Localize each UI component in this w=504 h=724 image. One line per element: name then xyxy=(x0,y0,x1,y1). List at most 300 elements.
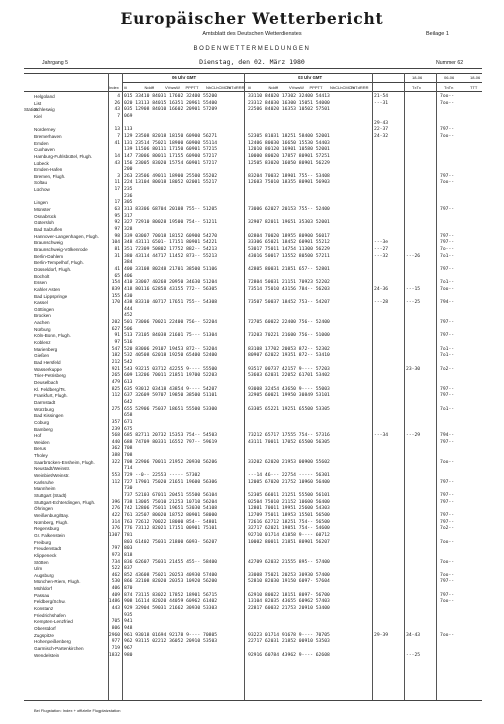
station-name: Passau xyxy=(34,592,50,598)
station-name: Emden xyxy=(34,140,49,146)
obs-06: 501 73006 70021 22400 756-- 52204 xyxy=(124,320,218,326)
extra-1: 21-54 xyxy=(374,94,389,99)
extra-3: 797-- xyxy=(440,439,455,445)
station-index: 7 xyxy=(117,133,120,139)
station-index: 409 xyxy=(111,592,120,598)
obs-06: 313 83306 68704 20108 755-- 51205 xyxy=(124,207,218,213)
obs-03: 42709 62032 21555 895-- 57400 xyxy=(248,559,330,565)
obs-06: 613 xyxy=(124,379,133,385)
extra-3: 797-- xyxy=(440,233,455,239)
obs-06: 444 xyxy=(124,306,133,312)
station-index: 17 xyxy=(114,187,120,193)
extra-3: 797-- xyxy=(440,499,455,505)
station-name: Feldberg/Schw. xyxy=(34,599,66,605)
obs-06: 348 43111 6501- 17151 80901 54221 xyxy=(124,240,218,246)
station-name: Öhringen xyxy=(34,506,53,512)
report-date: Dienstag, den 02. März 1980 xyxy=(199,58,305,66)
station-index: 170 xyxy=(111,300,120,306)
obs-03: 12406 80030 16650 15530 54403 xyxy=(248,140,330,146)
obs-03: 92710 01714 41858 9---- 60712 xyxy=(248,532,330,538)
obs-06: 685 82711 20732 15353 754-- 54503 xyxy=(124,433,218,439)
station-name: Hohenpeißenberg xyxy=(34,639,71,645)
station-name: Lingen xyxy=(34,200,48,206)
station-index: 212 xyxy=(111,360,120,365)
obs-06: 803 61402 75031 21800 6093- 56207 xyxy=(124,539,218,545)
station-name: Koblenz xyxy=(34,340,51,346)
station-name: Lüchow xyxy=(34,187,50,193)
station-index: 265 xyxy=(111,373,120,379)
station-name: Friedrichshafen xyxy=(34,612,66,618)
station-index: 806 xyxy=(111,626,120,631)
station-name: Cuxhaven xyxy=(34,147,55,153)
obs-06: 642 xyxy=(124,399,133,405)
extra-1: ---3e xyxy=(374,240,389,246)
obs-06: 351 72309 50802 17752 882-- 54213 xyxy=(124,246,218,252)
obs-06: 430 xyxy=(124,293,133,299)
extra-3: 797-- xyxy=(440,173,455,179)
obs-03: 33202 62020 21953 00900 55602 xyxy=(248,459,330,465)
station-name: Zugspitze xyxy=(34,632,54,638)
station-index: 522 xyxy=(111,566,120,572)
extra-3: 7o1-- xyxy=(440,253,455,259)
extra-3: 797-- xyxy=(440,512,455,518)
obs-03: 63305 65221 19251 65500 53305 xyxy=(248,406,330,412)
obs-06: 035 12908 84010 16602 20901 57209 xyxy=(124,107,218,113)
table-rule-top xyxy=(24,73,482,74)
station-name: Würzburg xyxy=(34,406,54,412)
station-index: 462 xyxy=(111,572,120,578)
station-name: List xyxy=(34,100,42,106)
extra-sub-2: TnTn xyxy=(444,85,454,90)
station-index: 553 xyxy=(111,473,120,479)
obs-06: 866 32108 82020 20353 10920 56200 xyxy=(124,579,218,585)
station-name: Gießen xyxy=(34,353,50,359)
obs-06: 156 23005 83020 15754 60901 57217 xyxy=(124,160,218,166)
station-index: 705 xyxy=(111,619,120,625)
obs-06: 020 13113 84015 16351 20961 55400 xyxy=(124,100,218,106)
extra-1: ---32 xyxy=(374,253,389,259)
obs-03: 12709 75011 18953 15501 56500 xyxy=(248,512,330,518)
issue-number: Nummer 62 xyxy=(436,60,464,66)
obs-06: 961 93018 01694 92178 9---- 70805 xyxy=(124,632,218,638)
obs-06: 506 xyxy=(124,326,133,332)
station-name: Weinbiet/Weinstr. xyxy=(34,473,70,479)
station-name: Neustadt/Weinstr. xyxy=(34,466,71,472)
sub-header: PPPTT xyxy=(185,85,199,90)
station-name: Kl. Feldberg/Ts. xyxy=(34,386,66,392)
station-index: 97 xyxy=(114,340,120,346)
extra-3: 797-- xyxy=(440,240,455,246)
station-name: Berlin-Tempelhof, Flugh. xyxy=(34,260,84,266)
station-name: Mühldorf xyxy=(34,586,52,592)
station-name: Garmisch-Partenkirchen xyxy=(34,645,84,651)
extra-2: ---15 xyxy=(406,286,421,292)
station-name: Freiburg xyxy=(34,539,52,545)
obs-03: 73514 75010 43156 784-- 56203 xyxy=(248,286,330,292)
station-index: 81 xyxy=(114,246,120,252)
obs-06: 410 33007 40268 20950 34630 51204 xyxy=(124,280,218,286)
station-name: Hamburg-Fuhlsbüttel, Flugh. xyxy=(34,153,93,159)
obs-03: 72616 62712 18251 754-- 56500 xyxy=(248,519,330,525)
obs-06: 870 xyxy=(124,586,133,592)
obs-06: 874 73115 83022 17852 18901 56715 xyxy=(124,592,218,598)
station-name: Osnabrück xyxy=(34,213,57,219)
obs-06: 708 xyxy=(124,446,133,452)
station-name: Frankfurt, Flugh. xyxy=(34,393,68,399)
station-name: Emden-Hafen xyxy=(34,167,63,173)
station-index: 568 xyxy=(111,433,120,439)
obs-06: 327 72910 80028 19500 754-- 51211 xyxy=(124,220,218,226)
sub-header: iii xyxy=(248,85,251,90)
obs-06: 328 xyxy=(124,227,133,232)
obs-03: 12603 75010 18355 80901 56903 xyxy=(248,180,330,186)
station-name: Mannheim xyxy=(34,486,56,492)
obs-06: 438 83310 40717 17651 755-- 54308 xyxy=(124,300,218,306)
station-name: Kempten-Lenzfried xyxy=(34,619,73,625)
obs-06: 929 32904 59031 21662 30930 53303 xyxy=(124,606,218,612)
station-name: Deuselbach xyxy=(34,379,59,385)
obs-06: 635 93012 03418 43854 9---- 54207 xyxy=(124,386,218,392)
station-name: Düsseldorf, Flugh. xyxy=(34,266,72,272)
obs-06: 305 xyxy=(124,200,133,206)
obs-06: 224 13104 80018 18052 02001 55217 xyxy=(124,180,218,186)
station-index: 275 xyxy=(111,406,120,412)
table-rule-bottom xyxy=(24,700,482,701)
station-index: 31 xyxy=(114,253,120,259)
station-name: Nürnberg, Flugh. xyxy=(34,519,69,525)
obs-06: 729 --0-- 22553 ----- 57302 xyxy=(124,473,201,479)
extra-3: 797-- xyxy=(440,393,455,399)
station-index: 154 xyxy=(111,280,120,286)
obs-03: 43016 50017 13552 80500 57211 xyxy=(248,253,330,259)
obs-06: 069 xyxy=(124,113,133,119)
extra-1: ---27 xyxy=(374,246,389,252)
extra-2: ---25 xyxy=(406,652,421,658)
obs-03: 10002 80011 21851 80901 56207 xyxy=(248,539,330,545)
obs-06: 131 23514 75021 18900 60900 55114 xyxy=(124,140,218,146)
extra-1: 24-32 xyxy=(374,133,389,139)
obs-06: 935 xyxy=(124,612,133,618)
station-name: Essen xyxy=(34,280,47,286)
extra-sub-3: TTT xyxy=(470,85,478,90)
extra-header-2: 06-06 xyxy=(444,75,455,80)
obs-06: 418 80116 62858 43155 772-- 56305 xyxy=(124,286,218,292)
station-index: 91 xyxy=(114,333,120,339)
station-name: Gütersloh xyxy=(34,220,54,226)
obs-03: 53017 75011 14754 11300 56229 xyxy=(248,246,330,252)
col-divider-nr xyxy=(122,73,123,700)
obs-03: 12801 70011 19951 25600 54303 xyxy=(248,506,330,512)
extra-3: 7oo-- xyxy=(440,459,455,465)
station-name: Brocken xyxy=(34,313,51,319)
extra-3: 7oo-- xyxy=(440,559,455,565)
obs-06: 609 13206 70011 21851 19700 52203 xyxy=(124,373,218,379)
station-index: 11 xyxy=(114,180,120,186)
station-name: Gr. Falkenstein xyxy=(34,532,65,538)
station-index: 440 xyxy=(111,439,120,445)
obs-03: 33110 84020 17302 32400 54413 xyxy=(248,94,330,99)
extra-3: 7oo-- xyxy=(440,286,455,292)
station-name: Ulm xyxy=(34,566,43,572)
table-rule-head xyxy=(24,91,482,92)
extra-3: 797-- xyxy=(440,592,455,598)
station-index: 443 xyxy=(111,606,120,612)
obs-03: 22817 60032 21753 20910 53400 xyxy=(248,606,330,612)
header-rule-top xyxy=(24,68,482,69)
station-index: 4 xyxy=(117,94,120,99)
col-divider-06 xyxy=(244,73,245,700)
station-name: Bremerhaven xyxy=(34,133,62,139)
station-index: 97 xyxy=(114,227,120,232)
station-index: 43 xyxy=(114,160,120,166)
obs-03: 73006 62027 20153 755-- 52400 xyxy=(248,207,330,213)
obs-06: 200 xyxy=(124,167,133,173)
obs-06: 763 72612 70022 18000 854-- 54801 xyxy=(124,519,218,525)
station-name: Karlsruhe xyxy=(34,479,54,485)
extra-3: 7o1-- xyxy=(440,280,455,286)
extra-3: 797-- xyxy=(440,479,455,485)
obs-03: 22717 62031 21852 00910 53503 xyxy=(248,639,330,645)
extra-3: 797-- xyxy=(440,519,455,525)
extra-3: 7oo-- xyxy=(440,133,455,139)
station-index: 1486 xyxy=(108,599,120,605)
station-name: Bocholt xyxy=(34,273,50,279)
obs-06: 738 13005 75010 21253 10710 56204 xyxy=(124,499,218,505)
station-name: Helgoland xyxy=(34,94,55,99)
station-name: Coburg xyxy=(34,419,50,425)
station-index: 406 xyxy=(111,586,120,592)
station-name: Kahler Asten xyxy=(34,286,61,292)
group03-header: 03 Uhr GMT xyxy=(298,75,323,80)
extra-2: 34-43 xyxy=(406,632,421,638)
obs-03: 42805 80031 21851 657-- 52801 xyxy=(248,266,330,272)
station-index: 14 xyxy=(114,153,120,159)
extra-3: 7oo-- xyxy=(440,94,455,99)
col-divider-station xyxy=(108,73,109,700)
obs-03: 80907 62022 19351 872-- 53410 xyxy=(248,353,330,359)
extra-3: 794-- xyxy=(440,433,455,439)
station-name: Bamberg xyxy=(34,426,53,432)
obs-03: 52305 66011 21251 55500 56101 xyxy=(248,493,330,498)
extra-3: 7o1-- xyxy=(440,406,455,412)
obs-06: 761 32507 80020 18752 80901 58000 xyxy=(124,512,218,518)
obs-03: 72804 50031 21151 70923 52202 xyxy=(248,280,330,286)
extra-3: 797-- xyxy=(440,127,455,133)
extra-1: 22-37 xyxy=(374,127,389,133)
station-index: 202 xyxy=(111,320,120,326)
station-index: 1832 xyxy=(108,652,120,658)
station-index: 65 xyxy=(114,273,120,279)
obs-03: ---14 46--- 22754 ----- 56301 xyxy=(248,473,330,479)
obs-06: 708 22906 70011 21952 20930 56206 xyxy=(124,459,218,465)
obs-06: 543 93215 03712 42255 9---- 55500 xyxy=(124,366,218,372)
station-name: Freudenstadt xyxy=(34,546,62,552)
station-name: Bad Hersfeld xyxy=(34,360,61,365)
station-name: Bremen, Flugh. xyxy=(34,173,66,179)
extra-3: 7o2-- xyxy=(440,366,455,372)
sub-header: TdTdRRR xyxy=(226,85,245,90)
obs-06: 708 xyxy=(124,453,133,459)
obs-06: 980 xyxy=(124,652,133,658)
extra-1: 29-43 xyxy=(374,120,389,126)
obs-06: 781 xyxy=(124,532,133,538)
obs-03: 02804 70020 18955 80900 56017 xyxy=(248,233,330,239)
station-index: 1307 xyxy=(108,532,120,538)
station-name: Saarbrücken-Ensheim, Flugh. xyxy=(34,459,95,465)
station-index: 921 xyxy=(111,366,120,372)
obs-06: 852 43608 75021 20253 40930 57400 xyxy=(124,572,218,578)
station-name: Bad Kissingen xyxy=(34,413,64,419)
station-name: Weißenburg/Bay. xyxy=(34,512,70,518)
station-index: 43 xyxy=(114,107,120,113)
obs-03: 32717 62021 19851 754-- 54600 xyxy=(248,526,330,532)
obs-06: 147 73006 80011 17155 60900 57217 xyxy=(124,153,218,159)
station-index: 17 xyxy=(114,200,120,206)
station-name: Köln-Bonn, Flugh. xyxy=(34,333,71,339)
extra-3: 797-- xyxy=(440,386,455,392)
station-index: 3 xyxy=(117,173,120,179)
station-index: 104 xyxy=(111,240,120,246)
station-name: Aachen xyxy=(34,320,50,326)
extra-3: 7oo-- xyxy=(440,100,455,106)
station-name: Münster xyxy=(34,207,51,213)
obs-03: 73203 70221 21600 756-- 51000 xyxy=(248,333,330,339)
station-name: Schleswig xyxy=(34,107,55,113)
station-index: 13 xyxy=(114,127,120,133)
footnote: Bei Flugstation: Index + offizielle Flugplatzstation xyxy=(34,708,121,713)
station-name: Wendelstein xyxy=(34,652,60,658)
obs-06: 542 xyxy=(124,360,133,365)
station-index: 41 xyxy=(114,140,120,146)
station-index: 362 xyxy=(111,446,120,452)
station-index: 155 xyxy=(111,293,120,299)
station-name: Bad Salzuflen xyxy=(34,227,63,232)
obs-06: 818 xyxy=(124,552,133,558)
station-index: 314 xyxy=(111,519,120,525)
station-name: Klippeneck xyxy=(34,552,57,558)
obs-06: 339 03007 70018 18152 60900 54270 xyxy=(124,233,218,239)
sub-header: VVwwW xyxy=(165,85,180,90)
station-index: 530 xyxy=(111,579,120,585)
station-name: Konstanz xyxy=(34,606,54,612)
station-name: Stuttgart-Echterdingen, Flugh. xyxy=(34,499,96,505)
station-index: 839 xyxy=(111,286,120,292)
obs-06: 113 xyxy=(124,127,133,133)
extra-3: 797-- xyxy=(440,207,455,213)
obs-06: 836 62607 75031 21455 455-- 58400 xyxy=(124,559,218,565)
extra-3: 7oo-- xyxy=(440,180,455,186)
extra-1: ---31 xyxy=(374,100,389,106)
station-name: Marienberg xyxy=(34,346,58,352)
station-index: 547 xyxy=(111,346,120,352)
obs-03: 73212 65717 17555 754-- 57316 xyxy=(248,433,330,439)
obs-06: 139 11506 80111 17150 60901 57215 xyxy=(124,147,218,153)
obs-06: 675 xyxy=(124,426,133,432)
beilage-label: Beilage 1 xyxy=(426,31,449,37)
station-index: 479 xyxy=(111,379,120,385)
obs-06: 742 12806 75011 19651 53030 54108 xyxy=(124,506,218,512)
extra-3: 7oo-- xyxy=(440,632,455,638)
obs-06: 520 83006 29107 19453 872-- 53204 xyxy=(124,346,218,352)
extra-3: 7o1-- xyxy=(440,346,455,352)
extra-3: 797-- xyxy=(440,493,455,498)
station-name: Oberstdorf xyxy=(34,626,56,631)
extra-3: 797-- xyxy=(440,333,455,339)
station-index: 719 xyxy=(111,645,120,651)
station-name: Stötten xyxy=(34,559,49,565)
nr-header: Index xyxy=(109,85,119,90)
station-index: 357 xyxy=(111,419,120,425)
obs-06: 776 73112 82021 17151 00901 75101 xyxy=(124,526,218,532)
obs-06: 236 xyxy=(124,193,133,199)
obs-06: 235 xyxy=(124,187,133,193)
station-index: 388 xyxy=(111,453,120,459)
station-index: 7 xyxy=(117,113,120,119)
obs-03: 02504 75010 21152 10600 56400 xyxy=(248,499,330,505)
col-divider-03 xyxy=(372,73,373,700)
sub-header: NhCLhCMCH xyxy=(330,85,355,90)
obs-06: 658 xyxy=(124,413,133,419)
extra-2: ---26 xyxy=(406,253,421,259)
station-index: 627 xyxy=(111,326,120,332)
obs-06: 015 33410 84031 17602 32400 55200 xyxy=(124,94,218,99)
station-name: Soltau xyxy=(34,180,48,186)
obs-03: 43111 70011 17052 65500 56305 xyxy=(248,439,330,445)
station-index: 95 xyxy=(114,213,120,219)
sub-header: Nddff xyxy=(268,85,278,90)
station-index: 734 xyxy=(111,559,120,565)
obs-06: 908 16114 82020 44059 60962 61402 xyxy=(124,599,218,605)
obs-03: 73507 50037 18452 753-- 54207 xyxy=(248,300,330,306)
station-index: 977 xyxy=(111,639,120,645)
extra-1: 24-36 xyxy=(374,286,389,292)
obs-03: 83204 70032 18901 755-- 53408 xyxy=(248,173,330,179)
station-index: 973 xyxy=(111,552,120,558)
obs-06: 516 xyxy=(124,340,133,346)
extra-header-1: 18-06 xyxy=(412,75,423,80)
station-name: Nürburg xyxy=(34,326,51,332)
obs-06: 637 32609 59707 19850 38500 51101 xyxy=(124,393,218,399)
obs-06: 452 xyxy=(124,313,133,319)
station-name: Berlin-Dahlem xyxy=(34,253,64,259)
station-name: Darmstadt xyxy=(34,399,56,405)
station-index: 422 xyxy=(111,512,120,518)
sub-header: PPPTT xyxy=(309,85,323,90)
sub-header: NhCLhCMCH xyxy=(206,85,231,90)
extra-sub-1: TxTx xyxy=(412,85,421,90)
obs-03: 93223 01714 91678 9---- 70705 xyxy=(248,632,330,638)
obs-03: 92916 60784 43962 9---- 62608 xyxy=(248,652,330,658)
table-rule-sub xyxy=(122,82,482,83)
obs-06: 655 52906 75037 18651 55500 53300 xyxy=(124,406,218,412)
extra-1: ---28 xyxy=(374,300,389,306)
sub-header: iii xyxy=(124,85,127,90)
obs-03: 33306 65021 18452 60901 55212 xyxy=(248,240,330,246)
station-name: Stuttgart (Stadt) xyxy=(34,493,67,498)
extra-3: 797-- xyxy=(440,320,455,326)
obs-03: 23312 84030 16300 15051 54000 xyxy=(248,100,330,106)
station-name: München-Riem, Flugh. xyxy=(34,579,81,585)
extra-3: 7o1-- xyxy=(440,353,455,359)
station-name: Lübeck xyxy=(34,160,49,166)
obs-03: 10000 80020 17857 80901 57251 xyxy=(248,153,330,159)
obs-06: 317 xyxy=(124,213,133,219)
station-index: 276 xyxy=(111,506,120,512)
extra-2: 23-30 xyxy=(406,366,421,372)
extra-3: 794-- xyxy=(440,300,455,306)
obs-03: 32905 60021 19950 30849 53101 xyxy=(248,393,330,399)
extra-1: 29-39 xyxy=(374,632,389,638)
